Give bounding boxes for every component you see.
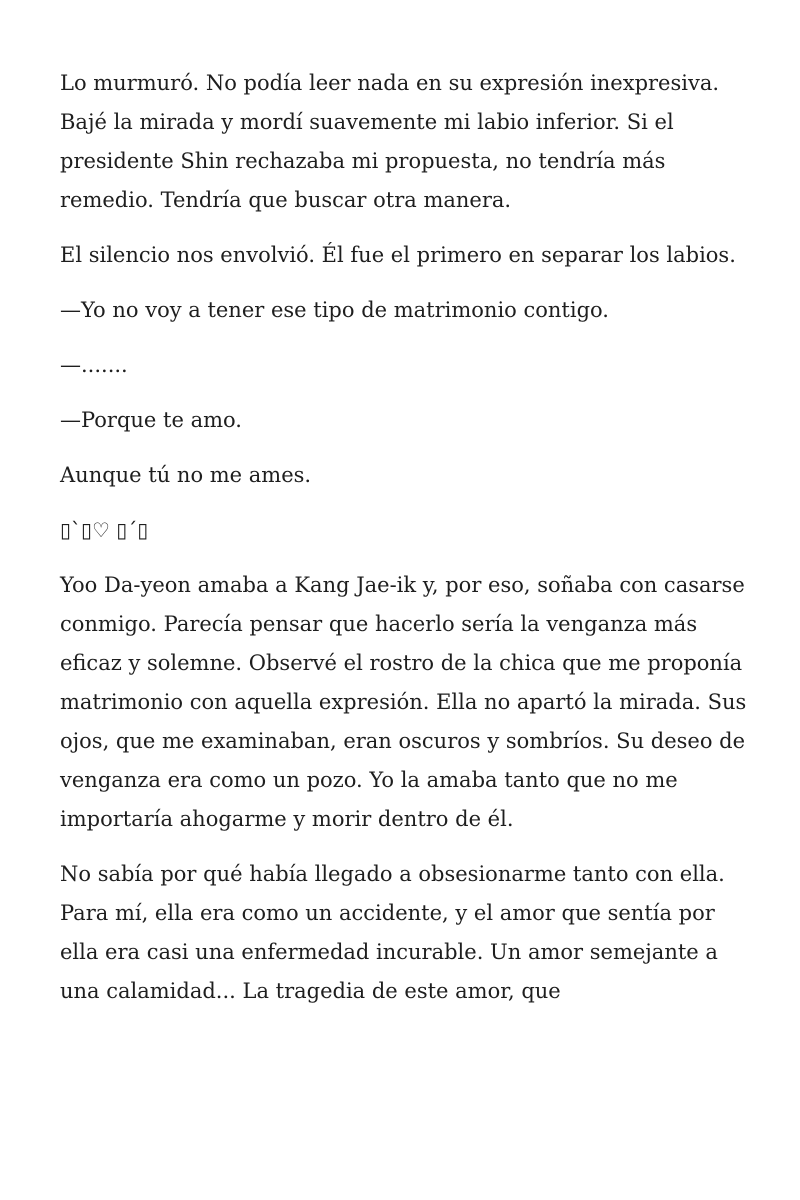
paragraph-5: No sabía por qué había llegado a obsesionarme tanto con ella. Para mí, ella era como un accidente, y el amor que sentía por ella era casi una enfermedad incurable. Un amor semejante a una calamidad... La tragedia de este amor, que	[60, 862, 725, 1003]
paragraph-1: Lo murmuró. No podía leer nada en su expresión inexpresiva. Bajé la mirada y mordí suavemente mi labio inferior. Si el presidente Shin rechazaba mi propuesta, no tendría más remedio. Tendría que buscar otra manera.	[60, 71, 720, 212]
paragraph-3: Aunque tú no me ames.	[60, 463, 312, 487]
dialogue-line-1: —Yo no voy a tener ese tipo de matrimonio contigo.	[60, 298, 609, 322]
paragraph-2: El silencio nos envolvió. Él fue el primero en separar los labios.	[60, 243, 736, 267]
scene-divider: ▯`▯♡ ▯´▯	[60, 518, 149, 542]
ebook-page	[60, 64, 750, 1027]
dialogue-line-3: —Porque te amo.	[60, 408, 242, 432]
dialogue-line-2: —.......	[60, 353, 128, 377]
paragraph-4: Yoo Da-yeon amaba a Kang Jae-ik y, por eso, soñaba con casarse conmigo. Parecía pensar que hacerlo sería la venganza más eficaz y solemne. Observé el rostro de la chica que me proponía matrimonio con aquella expresión. Ella no apartó la mirada. Sus ojos, que me examinaban, eran oscuros y sombríos. Su deseo de venganza era como un pozo. Yo la amaba tanto que no me importaría ahogarme y morir dentro de él.	[60, 573, 747, 831]
